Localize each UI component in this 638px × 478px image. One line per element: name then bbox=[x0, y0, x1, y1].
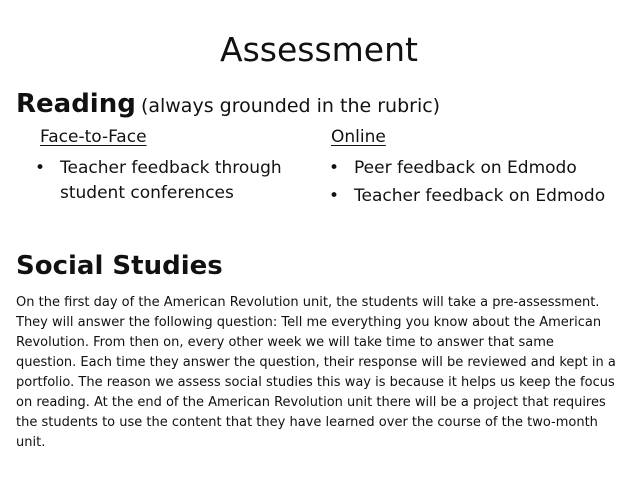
bullet-icon: • bbox=[329, 158, 340, 178]
list-item-text: Peer feedback on Edmodo bbox=[354, 158, 577, 178]
face-to-face-list bbox=[35, 156, 300, 209]
social-studies-heading bbox=[16, 250, 223, 285]
social-studies-paragraph: On the first day of the American Revolution unit, the students will take a pre-assessment. They will answer the following question: Tell me everything you know about the American Revolution. From then on, every other week we will take time to answer that same question. Each time they answer the question, their response will be reviewed and kept in a portfolio. The reason we assess social studies this way is because it helps us keep the focus on reading. At the end of the American Revolution unit there will be a project that requires the students to use the content that they have learned over the course of the two-month unit. bbox=[16, 295, 616, 450]
reading-heading-note: (always grounded in the rubric) bbox=[140, 95, 441, 117]
online-header: Online bbox=[331, 127, 386, 147]
social-studies-heading-label: Social Studies bbox=[16, 251, 223, 281]
list-item bbox=[35, 156, 300, 206]
face-to-face-header: Face-to-Face bbox=[40, 127, 147, 147]
list-item bbox=[329, 156, 609, 181]
reading-heading bbox=[16, 88, 440, 123]
reading-heading-label: Reading bbox=[16, 89, 136, 119]
list-item bbox=[329, 184, 609, 209]
bullet-icon: • bbox=[329, 186, 340, 206]
list-item-text: Teacher feedback through student conferences bbox=[60, 158, 282, 203]
list-item-text: Teacher feedback on Edmodo bbox=[354, 186, 606, 206]
page-title: Assessment bbox=[220, 30, 418, 69]
bullet-icon: • bbox=[35, 158, 46, 178]
online-list bbox=[329, 156, 609, 212]
